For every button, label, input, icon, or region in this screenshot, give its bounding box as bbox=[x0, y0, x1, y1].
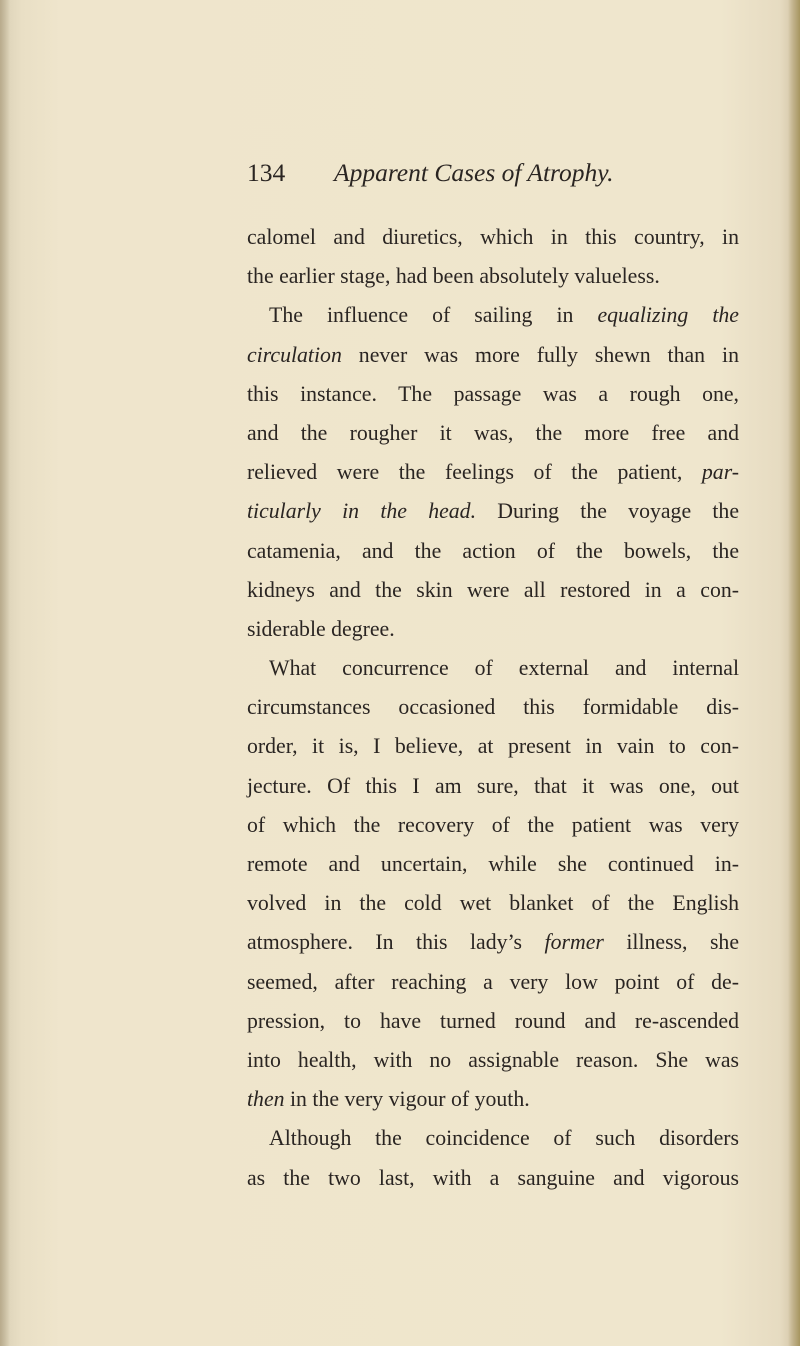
text-line: and the rougher it was, the more free and bbox=[247, 420, 739, 445]
text-line: order, it is, I believe, at present in vain to con- bbox=[247, 734, 739, 759]
text-line bbox=[247, 336, 739, 375]
text-run: never was more fully shewn than in bbox=[341, 342, 739, 367]
text-line: as the two last, with a sanguine and vigorous bbox=[247, 1165, 739, 1190]
page-edge-right bbox=[788, 0, 800, 1346]
text-line bbox=[247, 923, 739, 962]
text-line: jecture. Of this I am sure, that it was one, out bbox=[247, 773, 739, 798]
page-gutter-left bbox=[0, 0, 10, 1346]
text-line: pression, to have turned round and re-ascended bbox=[247, 1008, 739, 1033]
running-title: Apparent Cases of Atrophy. bbox=[334, 158, 614, 187]
italic-run: circulation bbox=[247, 342, 342, 367]
text-run: atmosphere. In this lady’s bbox=[247, 930, 545, 955]
text-line: into health, with no assignable reason. She was bbox=[247, 1047, 739, 1072]
italic-run: equalizing the bbox=[597, 303, 739, 328]
text-line: this instance. The passage was a rough one, bbox=[247, 381, 739, 406]
text-line: volved in the cold wet blanket of the English bbox=[247, 891, 739, 916]
text-run: illness, she bbox=[603, 930, 740, 955]
text-line: What concurrence of external and internal bbox=[269, 656, 739, 681]
text-line: of which the recovery of the patient was very bbox=[247, 812, 739, 837]
page-number: 134 bbox=[247, 158, 286, 187]
text-run: relieved were the feelings of the patient, bbox=[247, 460, 702, 485]
text-line: remote and uncertain, while she continued in- bbox=[247, 852, 739, 876]
text-line: siderable degree. bbox=[247, 616, 395, 641]
text-line bbox=[247, 1080, 739, 1119]
text-line bbox=[247, 453, 739, 492]
text-line bbox=[247, 296, 739, 335]
italic-run: former bbox=[544, 930, 604, 955]
text-run: During the voyage the bbox=[476, 499, 740, 524]
text-line: calomel and diuretics, which in this country, in bbox=[247, 225, 739, 249]
text-line: the earlier stage, had been absolutely valueless. bbox=[247, 264, 660, 289]
text-line bbox=[247, 492, 739, 531]
italic-run: ticularly in the head. bbox=[247, 499, 477, 524]
text-line: Although the coincidence of such disorders bbox=[269, 1126, 739, 1151]
page-header bbox=[247, 158, 687, 202]
text-line: circumstances occasioned this formidable dis- bbox=[247, 695, 739, 720]
italic-run: par- bbox=[701, 460, 739, 485]
text-line: seemed, after reaching a very low point of de- bbox=[247, 969, 739, 994]
italic-run: then bbox=[247, 1087, 285, 1112]
body-text bbox=[247, 218, 739, 1198]
text-line: kidneys and the skin were all restored in a con- bbox=[247, 577, 739, 602]
text-run: The influence of sailing in bbox=[269, 303, 598, 328]
text-run: in the very vigour of youth. bbox=[284, 1087, 530, 1112]
text-line: catamenia, and the action of the bowels, the bbox=[247, 538, 739, 563]
